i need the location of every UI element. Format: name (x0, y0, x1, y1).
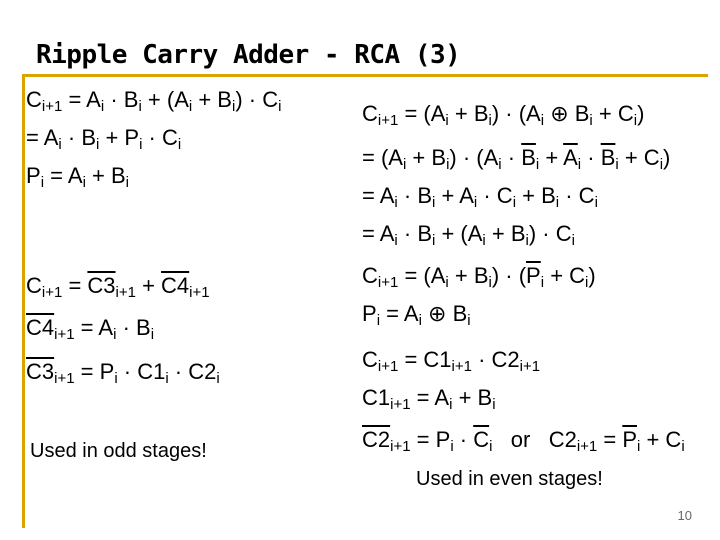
equation: $C1_{i+1} = A_i + B_i$ (362, 385, 496, 413)
equation: $C_{i+1} = C3_{i+1} + C4_{i+1}$ (26, 273, 210, 301)
equation: $C_{i+1} = (A_i + B_i) \cdot (\overline{P}_i + C_i)$ (362, 263, 596, 291)
equation: $C4_{i+1} = A_i \cdot B_i$ (26, 315, 155, 343)
equation: $C3_{i+1} = P_i \cdot C1_i \cdot C2_i$ (26, 359, 220, 387)
equation: $C_{i+1} = (A_i + B_i) \cdot (A_i$ ⊕ $B_i + C_i$) (362, 101, 645, 129)
odd-stages-note: Used in odd stages! (30, 440, 207, 462)
equation: = $(A_i + B_i) \cdot (A_i \cdot \overline{B}_i + \overline{A}_i \cdot \overline{B}_i + C_i)$ (362, 145, 671, 173)
equation: = $A_i \cdot B_i + (A_i + B_i) \cdot C_i$ (362, 221, 575, 249)
accent-rule-vertical (22, 74, 25, 528)
slide-title: Ripple Carry Adder - RCA (3) (36, 40, 461, 70)
equation: = $A_i \cdot B_i + A_i \cdot C_i + B_i \cdot C_i$ (362, 183, 598, 211)
equation: $P_i = A_i + B_i$ (26, 163, 130, 191)
equation: $C_{i+1} = A_i \cdot B_i + (A_i + B_i) \cdot C_i$ (26, 87, 282, 115)
equation: = $A_i \cdot B_i + P_i \cdot C_i$ (26, 125, 182, 153)
equation: $C2_{i+1} = P_i \cdot \overline{C}_i$ or $C2_{i+1} = \overline{P}_i + C_i$ (362, 427, 685, 455)
equation: $C_{i+1} = C1_{i+1} \cdot C2_{i+1}$ (362, 347, 541, 375)
page-number: 10 (677, 508, 692, 523)
equation: $P_i = A_i$ ⊕ $B_i$ (362, 301, 471, 329)
accent-rule-horizontal (22, 74, 708, 77)
even-stages-note: Used in even stages! (416, 468, 603, 490)
